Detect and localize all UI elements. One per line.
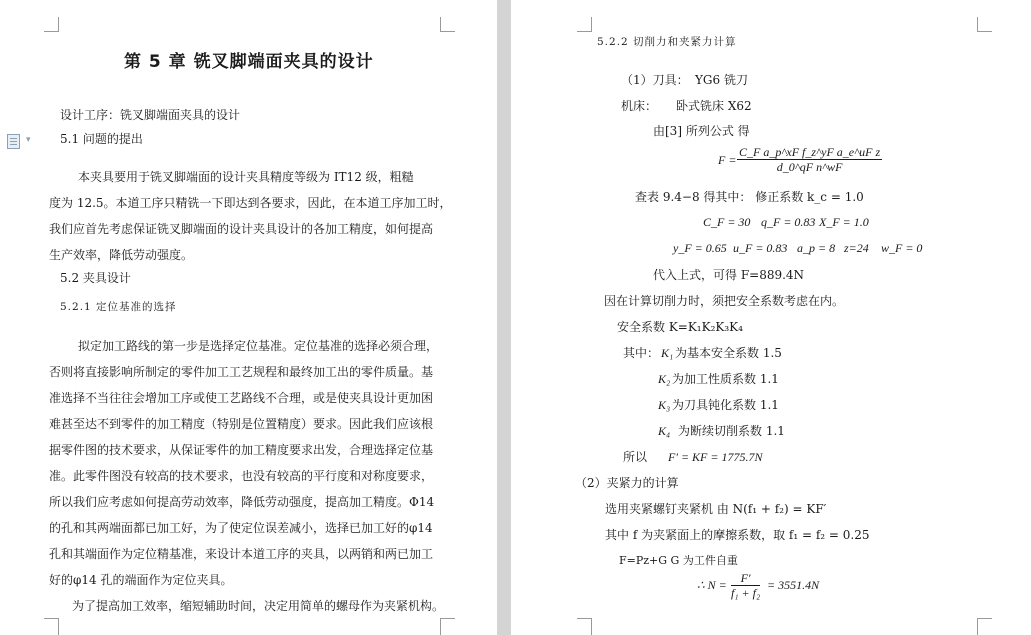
coefficient: C_F = 30 [703,215,751,229]
clamp-choose-line: 选用夹紧螺钉夹紧机 由 N(f₁ + f₂) = KF′ [605,502,827,516]
clamp-n-lhs: ∴ N = [697,578,727,592]
crop-mark [440,17,455,32]
heading-5-2: 5.2 夹具设计 [60,271,131,285]
coefficient: q_F = 0.83 [761,215,816,229]
formula-f-lhs: F = [718,153,737,167]
coefficient: y_F = 0.65 [673,241,727,255]
clamp-fpg-line: F=Pz+G G 为工件自重 [619,554,738,567]
paragraph-line: 度为 12.5。本道工序只精铣一下即达到各要求，因此，在本道工序加工时， [49,196,452,210]
paragraph-line: 为了提高加工效率，缩短辅助时间，决定用简单的螺母作为夹紧机构。 [72,599,445,613]
crop-mark [977,618,992,635]
coefficient: a_p = 8 [797,241,836,255]
crop-mark [577,17,592,32]
k-intro: 其中： [623,346,660,360]
clamp-heading: （2）夹紧力的计算 [575,476,679,490]
paragraph-line: 我们应首先考虑保证铣叉脚端面的设计夹具设计的各加工精度，如何提高 [49,222,434,236]
heading-5-1: 5.1 问题的提出 [60,132,143,146]
heading-5-2-1: 5.2.1 定位基准的选择 [60,301,177,313]
safety-coefficient: 安全系数 K=K₁K₂K₃K₄ [617,320,743,334]
k-description: 为断续切削系数 1.1 [678,424,785,438]
coefficient: z=24 [844,241,869,255]
so-label: 所以 [623,450,648,464]
coefficient: w_F = 0 [881,241,923,255]
table-check-line: 查表 9.4−8 得其中： 修正系数 k_c = 1.0 [635,190,864,204]
chapter-title: 第 5 章 铣叉脚端面夹具的设计 [124,52,374,72]
k-description: 为刀具钝化系数 1.1 [672,398,779,412]
document-page-left [0,0,497,635]
paragraph-line: 生产效率，降低劳动强度。 [49,248,194,262]
crop-mark [44,17,59,32]
paragraph-line: 难甚至达不到零件的加工精度（特别是位置精度）要求。因此我们应该根 [49,417,434,431]
formula-f-numerator: C_F a_p^xF f_z^yF a_e^uF z [739,145,881,159]
formula-intro: 由[3] 所列公式 得 [653,124,750,138]
k-symbol: K₂ [658,372,671,386]
clamp-n-rhs: = 3551.4N [767,578,820,592]
tool-value: YG6 铣刀 [695,73,748,87]
formula-f-fraction [737,145,882,174]
coefficient: u_F = 0.83 [733,241,788,255]
k-description: 为基本安全系数 1.5 [675,346,782,360]
crop-mark [44,618,59,635]
k-symbol: K₄ [658,424,671,438]
coefficient: X_F = 1.0 [819,215,869,229]
page-gutter [497,0,511,635]
so-formula: F′ = KF = 1775.7N [668,450,763,464]
paragraph-line: 拟定加工路线的第一步是选择定位基准。定位基准的选择必须合理， [78,339,439,353]
formula-f-denominator: d_0^qF n^wF [776,160,843,174]
paragraph-line: 准选择不当往往会增加工序或使工艺路线不合理，或是使夹具设计更加困 [49,391,434,405]
k-symbol: K₁ [661,346,674,360]
paragraph-line: 据零件图的技术要求，从保证零件的加工精度要求出发，合理选择定位基 [49,443,434,457]
k-description: 为加工性质系数 1.1 [672,372,779,386]
heading-5-2-2: 5.2.2 切削力和夹紧力计算 [597,36,737,48]
paragraph-line: 好的φ14 孔的端面作为定位夹具。 [49,573,233,587]
paragraph-line: 的孔和其两端面都已加工好，为了使定位误差减小，选择已加工好的φ14 [49,521,433,535]
machine-label: 机床： [621,99,658,113]
clamp-n-denominator: f₁ + f₂ [731,586,761,600]
clamp-n-fraction [731,571,760,600]
tool-label: （1）刀具： [621,73,689,87]
k-symbol: K₃ [658,398,671,412]
document-page-right [511,0,1031,635]
result-f: 代入上式，可得 F=889.4N [653,268,805,282]
machine-value: 卧式铣床 X62 [676,99,752,113]
paragraph-line: 准。此零件图没有较高的技术要求，也没有较高的平行度和对称度要求， [49,469,434,483]
crop-mark [977,17,992,32]
clamp-friction-line: 其中 f 为夹紧面上的摩擦系数，取 f₁ = f₂ = 0.25 [605,528,870,542]
paragraph-line: 本夹具要用于铣叉脚端面的设计夹具精度等级为 IT12 级，粗糙 [78,170,414,184]
paragraph-line: 所以我们应考虑如何提高劳动效率，降低劳动强度，提高加工精度。Φ14 [49,495,435,509]
crop-mark [440,618,455,635]
paragraph-line: 否则将直接影响所制定的零件加工工艺规程和最终加工出的零件质量。基 [49,365,434,379]
chevron-down-icon[interactable]: ▾ [26,135,31,145]
process-line: 设计工序：铣叉脚端面夹具的设计 [60,108,241,122]
paragraph-line: 孔和其端面作为定位精基准，来设计本道工序的夹具，以两销和两已加工 [49,547,434,561]
safety-intro: 因在计算切削力时，须把安全系数考虑在内。 [604,294,845,308]
crop-mark [577,618,592,635]
clamp-n-numerator: F′ [731,571,760,586]
document-outline-icon[interactable] [7,134,20,149]
